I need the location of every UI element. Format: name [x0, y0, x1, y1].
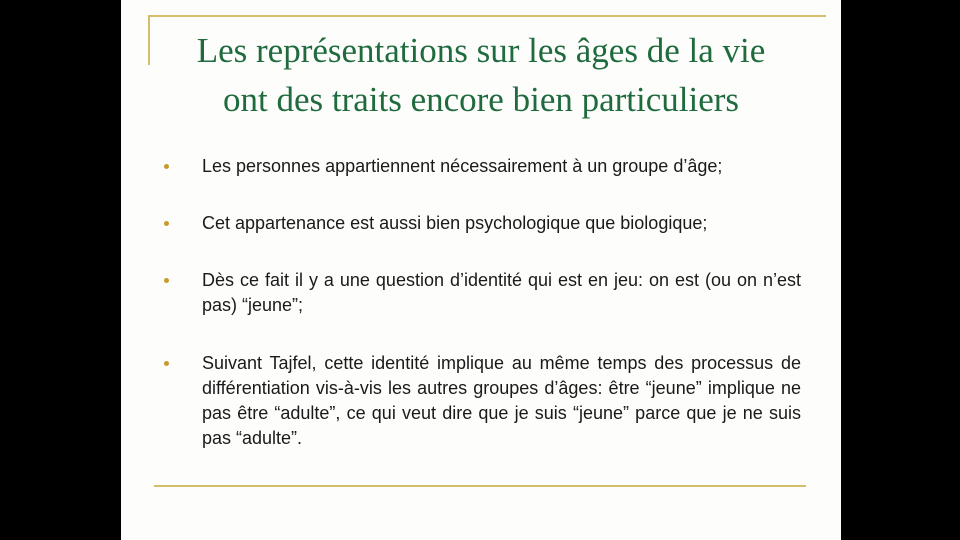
- bullet-item: [161, 211, 801, 236]
- bullet-item: [161, 351, 801, 451]
- bullet-text: Suivant Tajfel, cette identité implique au même temps des processus de différentiation vis-à-vis les autres groupes d’âges: être “jeune” implique ne pas être “adulte”, ce qui veut dire que je suis “jeune” parce que je ne suis pas “adulte”.: [202, 353, 801, 448]
- side-divider: [148, 15, 150, 65]
- bullet-item: [161, 154, 801, 179]
- bullet-text: Les personnes appartiennent nécessairement à un groupe d’âge;: [202, 156, 723, 176]
- bullet-dot-icon: [164, 221, 169, 226]
- slide: [121, 0, 841, 540]
- bullet-dot-icon: [164, 164, 169, 169]
- title-line-2: ont des traits encore bien particuliers: [222, 80, 740, 119]
- bullet-dot-icon: [164, 361, 169, 366]
- title-line-1: Les représentations sur les âges de la vie: [196, 31, 766, 70]
- bullet-item: [161, 268, 801, 318]
- bullet-text: Cet appartenance est aussi bien psychologique que biologique;: [202, 213, 708, 233]
- slide-title: [161, 26, 801, 124]
- bottom-divider: [154, 485, 806, 487]
- top-divider: [148, 15, 826, 17]
- bullet-text: Dès ce fait il y a une question d’identité qui est en jeu: on est (ou on n’est pas) “jeune”;: [202, 270, 801, 315]
- bullet-dot-icon: [164, 278, 169, 283]
- bullet-list: [161, 154, 801, 483]
